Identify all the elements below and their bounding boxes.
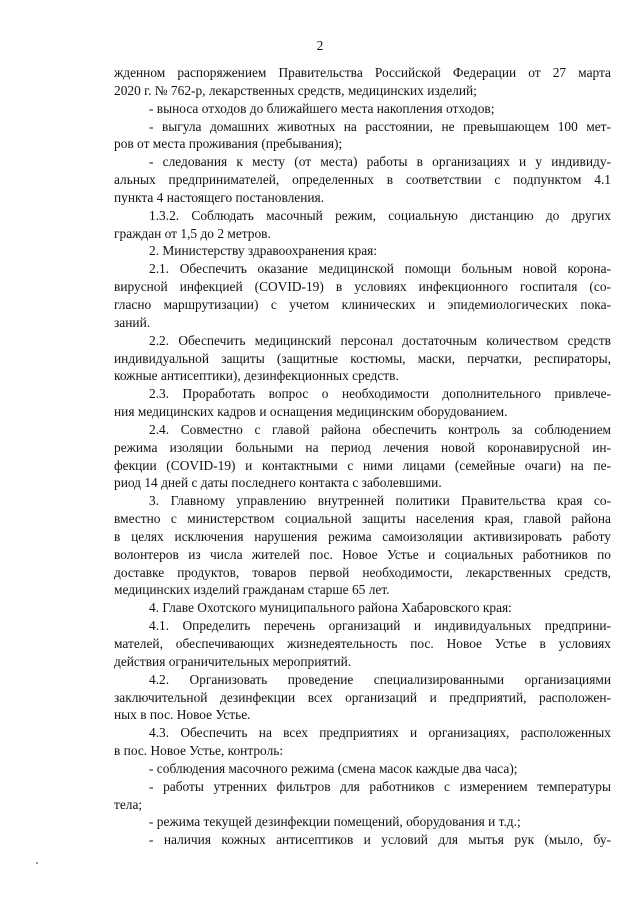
text-line: жденном распоряжением Правительства Российской Федерации от 27 марта (114, 65, 611, 80)
text-line: 2.4. Совместно с главой района обеспечить контроль за соблюдением (149, 421, 611, 437)
text-line: - работы утренних фильтров для работников с измерением температуры (149, 778, 611, 794)
text-line: мателей, обеспечивающих жизнедеятельность пос. Новое Устье в условиях (114, 636, 611, 651)
text-line: режима изоляции больными на период лечения новой коронавирусной ин- (114, 439, 611, 455)
text-line: - соблюдения масочного режима (смена масок каждые два часа); (149, 760, 518, 776)
text-line: 2.1. Обеспечить оказание медицинской помощи больным новой корона- (149, 261, 611, 277)
text-line: 2.2. Обеспечить медицинский персонал достаточным количеством средств (149, 332, 611, 348)
text-line: граждан от 1,5 до 2 метров. (114, 225, 271, 241)
text-line: 4.2. Организовать проведение специализированными организациями (149, 671, 611, 687)
text-line: - выноса отходов до ближайшего места накопления отходов; (149, 100, 495, 116)
text-line: - следования к месту (от места) работы в организациях и у индивиду- (149, 154, 611, 170)
text-line: 1.3.2. Соблюдать масочный режим, социальную дистанцию до других (149, 207, 611, 223)
text-line: - наличия кожных антисептиков и условий для мытья рук (мыло, бу- (149, 832, 611, 848)
scan-dot (36, 862, 38, 864)
text-line: индивидуальной защиты (защитные костюмы, маски, перчатки, респираторы, (114, 350, 611, 366)
text-line: - выгула домашних животных на расстоянии, не превышающем 100 мет- (149, 118, 611, 134)
document-body (114, 64, 611, 849)
text-line: заний. (114, 314, 151, 330)
text-line: фекции (COVID-19) и контактными с ними лицами (семейные очаги) на пе- (114, 457, 611, 473)
text-line: гласно маршрутизации) с учетом клинических и эпидемиологических пока- (114, 296, 611, 312)
text-line: 4.1. Определить перечень организаций и индивидуальных предприни- (149, 618, 611, 634)
text-line: доставке продуктов, товаров первой необходимости, лекарственных средств, (114, 564, 611, 580)
text-line: в пос. Новое Устье, контроль: (114, 743, 284, 759)
text-line: - режима текущей дезинфекции помещений, оборудования и т.д.; (149, 814, 521, 830)
text-line: медицинских изделий гражданам старше 65 лет. (114, 582, 390, 598)
text-line: 2020 г. № 762-р, лекарственных средств, медицинских изделий; (114, 82, 477, 98)
text-line: 4.3. Обеспечить на всех предприятиях и организациях, расположенных (149, 725, 611, 741)
text-line: кожные антисептики), дезинфекционных средств. (114, 368, 399, 384)
text-line: ния медицинских кадров и оснащения медицинским оборудованием. (114, 404, 508, 420)
text-line: альных предпринимателей, определенных в соответствии с подпунктом 4.1 (114, 172, 611, 188)
text-line: 3. Главному управлению внутренней политики Правительства края со- (149, 493, 611, 509)
text-line: вместно с министерством социальной защиты населения края, главой района (114, 511, 611, 527)
text-line: волонтеров из числа жителей пос. Новое Устье и социальных работников по (114, 546, 611, 562)
text-line: в целях исключения нарушения режима самоизоляции активизировать работу (114, 528, 611, 544)
text-line: 2.3. Проработать вопрос о необходимости дополнительного привлече- (149, 386, 611, 402)
text-line: действия ограничительных мероприятий. (114, 653, 352, 669)
text-line: ров от места проживания (пребывания); (114, 136, 343, 152)
text-line: ных в пос. Новое Устье. (114, 707, 251, 723)
text-line: 2. Министерству здравоохранения края: (149, 243, 378, 259)
text-line: тела; (114, 796, 143, 812)
page-number: 2 (316, 38, 324, 53)
text-line: риод 14 дней с даты последнего контакта с заболевшими. (114, 475, 442, 491)
text-line: заключительной дезинфекции всех организаций и предприятий, расположен- (114, 689, 611, 705)
text-line: пункта 4 настоящего постановления. (114, 189, 325, 205)
text-line: вирусной инфекцией (COVID-19) в условиях инфекционного госпиталя (со- (114, 279, 611, 295)
text-line: 4. Главе Охотского муниципального района Хабаровского края: (149, 600, 512, 616)
